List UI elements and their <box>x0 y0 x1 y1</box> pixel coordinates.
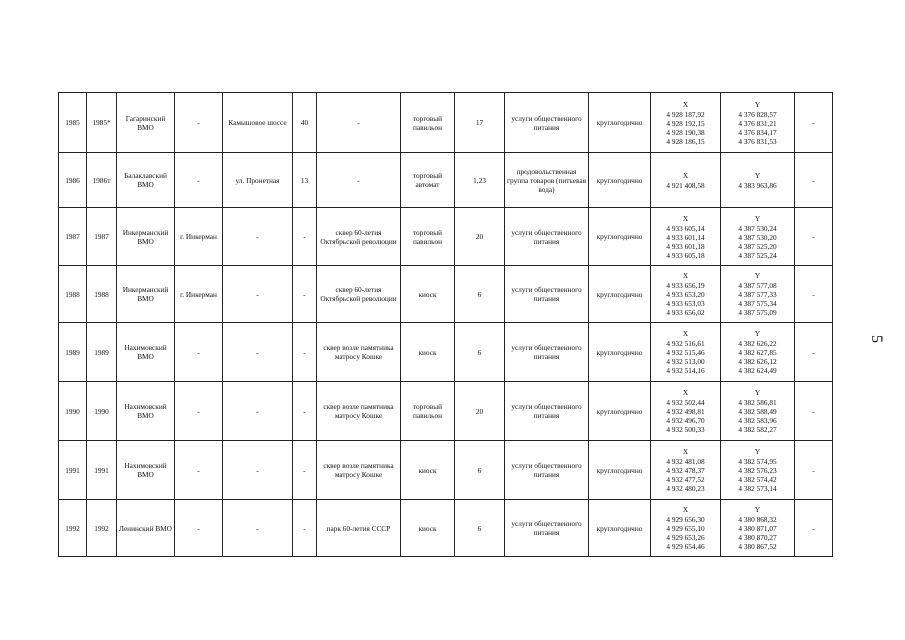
house-cell: - <box>293 441 317 500</box>
specialization-cell: услуги общественного питания <box>505 500 589 557</box>
coordinate-x-value: 4 929 654,46 <box>666 542 705 551</box>
house-cell: - <box>293 208 317 266</box>
coordinate-x-header: X <box>682 213 689 223</box>
coordinate-x-value: 4 932 514,16 <box>666 366 705 375</box>
coordinate-x-value: 4 929 655,10 <box>666 524 705 533</box>
coordinate-y-value: 4 387 525,24 <box>738 250 777 260</box>
house-cell: - <box>293 323 317 382</box>
coordinate-y-header: Y <box>754 329 761 338</box>
area-cell: 6 <box>455 323 505 382</box>
row-number-cell: 1988 <box>59 266 87 323</box>
period-cell: круглогодично <box>589 441 651 500</box>
coordinate-y-header: Y <box>754 170 761 180</box>
coordinate-x-value: 4 932 478,37 <box>666 466 705 475</box>
coordinate-y-cell <box>721 382 795 441</box>
note-cell: - <box>795 323 833 382</box>
coordinate-y-value: 4 380 867,52 <box>738 542 777 551</box>
coordinate-x-header: X <box>682 447 689 456</box>
note-cell: - <box>795 266 833 323</box>
coordinate-x-value: 4 932 513,00 <box>666 357 705 366</box>
coordinate-x-cell <box>651 208 721 266</box>
note-cell: - <box>795 382 833 441</box>
coordinate-x-value: 4 932 481,08 <box>666 457 705 466</box>
coordinate-x-value: 4 928 187,92 <box>666 109 705 119</box>
coordinate-y-value: 4 376 831,53 <box>738 136 777 146</box>
coordinate-y-value: 4 387 577,08 <box>738 281 777 290</box>
street-cell: - <box>223 441 293 500</box>
table-row <box>59 382 833 441</box>
district-cell: Ленинский ВМО <box>117 500 175 557</box>
period-cell: круглогодично <box>589 500 651 557</box>
area-cell: 6 <box>455 266 505 323</box>
coordinate-y-cell <box>721 208 795 266</box>
coordinate-x-value: 4 932 515,46 <box>666 348 705 357</box>
object-type-cell: торговый павильон <box>401 382 455 441</box>
coordinate-y-value: 4 387 575,09 <box>738 308 777 317</box>
coordinate-x-value: 4 933 653,20 <box>666 290 705 299</box>
coordinate-x-value: 4 933 605,14 <box>666 223 705 233</box>
street-cell: Камышовое шоссе <box>223 93 293 153</box>
coordinate-y-cell <box>721 323 795 382</box>
coordinate-x-cell <box>651 93 721 153</box>
coordinate-x-value: 4 933 656,19 <box>666 281 705 290</box>
coordinate-y-cell <box>721 266 795 323</box>
registry-number-cell: 1992 <box>87 500 117 557</box>
coordinate-x-header: X <box>682 99 689 109</box>
coordinate-y-header: Y <box>754 271 761 280</box>
coordinate-y-value: 4 376 828,57 <box>738 109 777 119</box>
landmark-cell: сквер возле памятника матросу Кошке <box>317 382 401 441</box>
period-cell: круглогодично <box>589 266 651 323</box>
area-cell: 20 <box>455 382 505 441</box>
registry-number-cell: 1985* <box>87 93 117 153</box>
coordinate-x-value: 4 932 496,70 <box>666 416 705 425</box>
note-cell: - <box>795 93 833 153</box>
locality-cell: - <box>175 323 223 382</box>
object-type-cell: торговый павильон <box>401 208 455 266</box>
landmark-cell: сквер возле памятника матросу Кошке <box>317 323 401 382</box>
object-type-cell: торговый павильон <box>401 93 455 153</box>
note-cell: - <box>795 153 833 208</box>
coordinate-y-cell <box>721 441 795 500</box>
registry-number-cell: 1988 <box>87 266 117 323</box>
period-cell: круглогодично <box>589 323 651 382</box>
area-cell: 6 <box>455 500 505 557</box>
district-cell: Балаклавский ВМО <box>117 153 175 208</box>
area-cell: 17 <box>455 93 505 153</box>
coordinate-y-value: 4 380 871,07 <box>738 524 777 533</box>
table-row <box>59 93 833 153</box>
registry-number-cell: 1990 <box>87 382 117 441</box>
coordinate-y-header: Y <box>754 388 761 397</box>
coordinate-y-value: 4 382 574,42 <box>738 475 777 484</box>
note-cell: - <box>795 441 833 500</box>
specialization-cell: услуги общественного питания <box>505 266 589 323</box>
coordinate-x-cell <box>651 153 721 208</box>
locality-cell: - <box>175 500 223 557</box>
coordinate-x-value: 4 933 601,18 <box>666 241 705 251</box>
district-cell: Инкерманский ВМО <box>117 266 175 323</box>
coordinate-y-value: 4 382 627,85 <box>738 348 777 357</box>
coordinate-x-value: 4 928 190,38 <box>666 127 705 137</box>
coordinate-x-cell <box>651 266 721 323</box>
coordinate-x-cell <box>651 441 721 500</box>
house-cell: - <box>293 500 317 557</box>
district-cell: Нахимовский ВМО <box>117 382 175 441</box>
coordinate-y-value: 4 382 573,14 <box>738 484 777 493</box>
coordinate-x-value: 4 928 186,15 <box>666 136 705 146</box>
coordinate-x-value: 4 929 653,26 <box>666 533 705 542</box>
landmark-cell: сквер 60-летия Октябрьской революции <box>317 208 401 266</box>
coordinate-x-value: 4 933 653,03 <box>666 299 705 308</box>
coordinate-x-header: X <box>682 170 689 180</box>
table-row <box>59 441 833 500</box>
coordinate-y-value: 4 387 530,20 <box>738 232 777 242</box>
coordinate-x-value: 4 932 500,33 <box>666 425 705 434</box>
row-number-cell: 1985 <box>59 93 87 153</box>
landmark-cell: - <box>317 153 401 208</box>
locality-cell: - <box>175 153 223 208</box>
coordinate-y-value: 4 380 868,32 <box>738 515 777 524</box>
placement-table <box>58 92 833 557</box>
coordinate-x-cell <box>651 382 721 441</box>
district-cell: Инкерманский ВМО <box>117 208 175 266</box>
specialization-cell: услуги общественного питания <box>505 208 589 266</box>
coordinate-y-value: 4 376 834,17 <box>738 127 777 137</box>
coordinate-x-value: 4 932 477,52 <box>666 475 705 484</box>
object-type-cell: торговый автомат <box>401 153 455 208</box>
coordinate-y-cell <box>721 153 795 208</box>
specialization-cell: услуги общественного питания <box>505 382 589 441</box>
period-cell: круглогодично <box>589 153 651 208</box>
locality-cell: - <box>175 382 223 441</box>
specialization-cell: услуги общественного питания <box>505 323 589 382</box>
street-cell: - <box>223 382 293 441</box>
coordinate-x-header: X <box>682 329 689 338</box>
coordinate-x-value: 4 932 498,81 <box>666 407 705 416</box>
coordinate-y-value: 4 382 588,49 <box>738 407 777 416</box>
landmark-cell: - <box>317 93 401 153</box>
area-cell: 20 <box>455 208 505 266</box>
coordinate-x-value: 4 921 408,58 <box>666 180 705 190</box>
registry-number-cell: 1987 <box>87 208 117 266</box>
coordinate-y-header: Y <box>754 447 761 456</box>
registry-number-cell: 1989 <box>87 323 117 382</box>
table-row <box>59 266 833 323</box>
row-number-cell: 1989 <box>59 323 87 382</box>
street-cell: ул. Пронетная <box>223 153 293 208</box>
period-cell: круглогодично <box>589 208 651 266</box>
registry-number-cell: 1991 <box>87 441 117 500</box>
area-cell: 6 <box>455 441 505 500</box>
period-cell: круглогодично <box>589 93 651 153</box>
district-cell: Нахимовский ВМО <box>117 441 175 500</box>
coordinate-x-value: 4 933 656,02 <box>666 308 705 317</box>
coordinate-x-value: 4 932 480,23 <box>666 484 705 493</box>
coordinate-y-value: 4 387 575,34 <box>738 299 777 308</box>
row-number-cell: 1986 <box>59 153 87 208</box>
row-number-cell: 1992 <box>59 500 87 557</box>
object-type-cell: киоск <box>401 266 455 323</box>
coordinate-x-cell <box>651 323 721 382</box>
coordinate-x-header: X <box>682 388 689 397</box>
house-cell: 40 <box>293 93 317 153</box>
house-cell: - <box>293 266 317 323</box>
locality-cell: - <box>175 93 223 153</box>
table-row <box>59 153 833 208</box>
object-type-cell: киоск <box>401 500 455 557</box>
period-cell: круглогодично <box>589 382 651 441</box>
coordinate-x-header: X <box>682 505 689 514</box>
house-cell: - <box>293 382 317 441</box>
page-number: 5 <box>868 335 885 343</box>
coordinate-y-value: 4 387 577,33 <box>738 290 777 299</box>
coordinate-y-header: Y <box>754 505 761 514</box>
locality-cell: г. Инкерман <box>175 208 223 266</box>
landmark-cell: сквер 60-летия Октябрьской революции <box>317 266 401 323</box>
note-cell: - <box>795 500 833 557</box>
coordinate-x-cell <box>651 500 721 557</box>
coordinate-x-value: 4 932 516,61 <box>666 339 705 348</box>
row-number-cell: 1991 <box>59 441 87 500</box>
specialization-cell: услуги общественного питания <box>505 93 589 153</box>
object-type-cell: киоск <box>401 441 455 500</box>
coordinate-y-value: 4 383 963,86 <box>738 180 777 190</box>
coordinate-x-value: 4 933 605,18 <box>666 250 705 260</box>
row-number-cell: 1987 <box>59 208 87 266</box>
row-number-cell: 1990 <box>59 382 87 441</box>
area-cell: 1,23 <box>455 153 505 208</box>
specialization-cell: услуги общественного питания <box>505 441 589 500</box>
coordinate-y-value: 4 382 626,22 <box>738 339 777 348</box>
street-cell: - <box>223 323 293 382</box>
house-cell: 13 <box>293 153 317 208</box>
coordinate-y-cell <box>721 93 795 153</box>
coordinate-y-value: 4 382 583,96 <box>738 416 777 425</box>
note-cell: - <box>795 208 833 266</box>
table-row <box>59 323 833 382</box>
coordinate-y-value: 4 376 831,21 <box>738 118 777 128</box>
registry-number-cell: 1986т <box>87 153 117 208</box>
coordinate-y-header: Y <box>754 213 761 223</box>
coordinate-y-cell <box>721 500 795 557</box>
object-type-cell: киоск <box>401 323 455 382</box>
coordinate-y-header: Y <box>754 99 761 109</box>
coordinate-x-value: 4 932 502,44 <box>666 398 705 407</box>
coordinate-x-value: 4 929 656,30 <box>666 515 705 524</box>
coordinate-y-value: 4 382 626,12 <box>738 357 777 366</box>
district-cell: Гагаринский ВМО <box>117 93 175 153</box>
district-cell: Нахимовский ВМО <box>117 323 175 382</box>
street-cell: - <box>223 266 293 323</box>
coordinate-x-header: X <box>682 271 689 280</box>
specialization-cell: продовольственная группа товаров (питьевая вода) <box>505 153 589 208</box>
street-cell: - <box>223 500 293 557</box>
coordinate-y-value: 4 382 576,23 <box>738 466 777 475</box>
coordinate-y-value: 4 387 530,24 <box>738 223 777 233</box>
coordinate-x-value: 4 928 192,15 <box>666 118 705 128</box>
coordinate-y-value: 4 387 525,20 <box>738 241 777 251</box>
table-row <box>59 500 833 557</box>
locality-cell: - <box>175 441 223 500</box>
coordinate-y-value: 4 382 582,27 <box>738 425 777 434</box>
coordinate-y-value: 4 380 870,27 <box>738 533 777 542</box>
locality-cell: г. Инкерман <box>175 266 223 323</box>
table-body <box>59 93 833 557</box>
street-cell: - <box>223 208 293 266</box>
coordinate-y-value: 4 382 624,49 <box>738 366 777 375</box>
coordinate-x-value: 4 933 601,14 <box>666 232 705 242</box>
landmark-cell: парк 60-летия СССР <box>317 500 401 557</box>
table-row <box>59 208 833 266</box>
coordinate-y-value: 4 382 574,95 <box>738 457 777 466</box>
coordinate-y-value: 4 382 586,81 <box>738 398 777 407</box>
landmark-cell: сквер возле памятника матросу Кошке <box>317 441 401 500</box>
